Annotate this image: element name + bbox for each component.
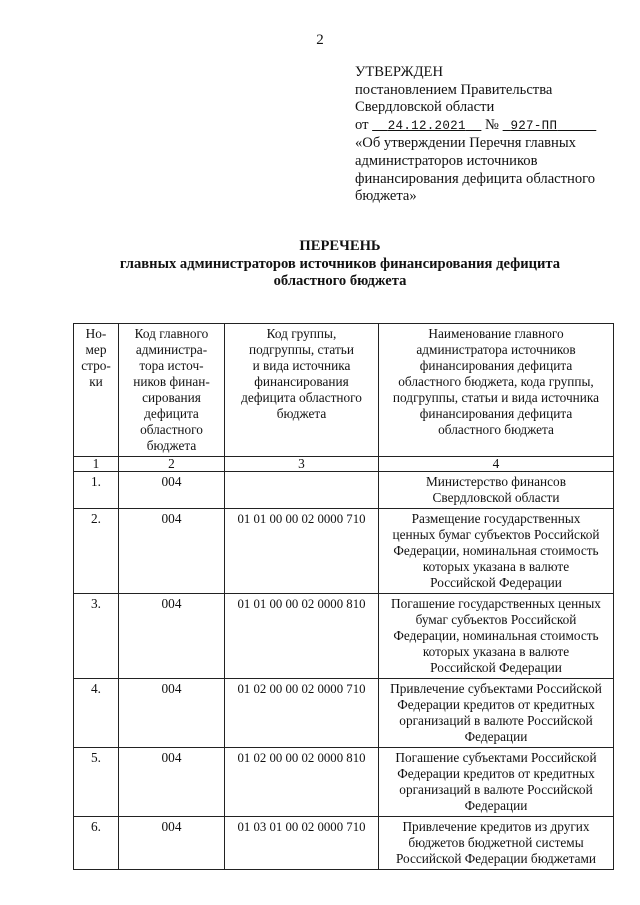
cell-line: Российской Федерации — [430, 660, 562, 675]
heading-title: ПЕРЕЧЕНЬ — [299, 238, 381, 254]
document-heading — [60, 238, 620, 291]
cell-line: сирования — [142, 390, 201, 405]
cell-line: бюджета — [276, 406, 327, 421]
cell-line: Федерации кредитов от кредитных — [397, 766, 595, 781]
row-number: 1. — [74, 472, 119, 509]
cell-line: Привлечение кредитов из других — [402, 819, 590, 834]
administrator-name — [379, 509, 614, 594]
cell-line: бюджетов бюджетной системы — [408, 835, 584, 850]
table-row — [74, 817, 614, 870]
approval-date: 24.12.2021 — [387, 118, 466, 133]
cell-line: Код группы, — [266, 326, 337, 341]
cell-line: финансирования дефицита — [419, 358, 573, 373]
table-row — [74, 594, 614, 679]
column-number: 2 — [119, 457, 225, 472]
approval-subject-line: администраторов источников — [355, 152, 538, 169]
cell-line: Привлечение субъектами Российской — [390, 681, 602, 696]
admin-code: 004 — [119, 748, 225, 817]
heading-subtitle-line: главных администраторов источников финансирования дефицита — [119, 255, 561, 272]
cell-line: Погашение государственных ценных — [391, 596, 601, 611]
date-prefix: от — [355, 116, 369, 133]
administrator-name — [379, 679, 614, 748]
cell-line: мер — [85, 342, 107, 357]
administrator-name — [379, 594, 614, 679]
approval-subject-line: бюджета» — [355, 188, 417, 205]
table-row — [74, 748, 614, 817]
cell-line: Министерство финансов — [425, 474, 566, 489]
cell-line: организаций в валюте Российской — [399, 713, 593, 728]
administrator-name — [379, 748, 614, 817]
admin-code: 004 — [119, 509, 225, 594]
table-row — [74, 472, 614, 509]
approval-stamp — [355, 64, 625, 206]
approval-line-1: постановлением Правительства — [355, 81, 553, 98]
cell-line: ников финан- — [133, 374, 210, 389]
cell-line: Федерации, номинальная стоимость — [393, 628, 599, 643]
administrator-name — [379, 472, 614, 509]
source-code: 01 01 00 00 02 0000 810 — [225, 594, 379, 679]
column-number: 3 — [225, 457, 379, 472]
cell-line: дефицита — [144, 406, 199, 421]
cell-line: бюджета — [146, 438, 197, 453]
approval-title: УТВЕРЖДЕН — [355, 64, 443, 80]
column-number: 4 — [379, 457, 614, 472]
number-sign: № — [485, 116, 499, 133]
administrators-table — [73, 323, 614, 870]
admin-code: 004 — [119, 594, 225, 679]
row-number: 3. — [74, 594, 119, 679]
cell-line: стро- — [81, 358, 111, 373]
cell-line: подгруппы, статьи и вида источника — [392, 390, 600, 405]
cell-line: которых указана в валюте — [422, 644, 570, 659]
cell-line: и вида источника — [252, 358, 351, 373]
cell-line: Федерации кредитов от кредитных — [397, 697, 595, 712]
table-row — [74, 679, 614, 748]
source-code: 01 02 00 00 02 0000 810 — [225, 748, 379, 817]
cell-line: Погашение субъектами Российской — [395, 750, 597, 765]
table-row — [74, 509, 614, 594]
cell-line: Федерации, номинальная стоимость — [393, 543, 599, 558]
header-row-number — [74, 324, 119, 457]
cell-line: администра- — [135, 342, 208, 357]
cell-line: которых указана в валюте — [422, 559, 570, 574]
approval-subject-line: «Об утверждении Перечня главных — [355, 135, 576, 152]
page-number: 2 — [316, 32, 324, 48]
header-admin-code — [119, 324, 225, 457]
admin-code: 004 — [119, 817, 225, 870]
header-source-code — [225, 324, 379, 457]
admin-code: 004 — [119, 472, 225, 509]
cell-line: бумаг субъектов Российской — [415, 612, 577, 627]
approval-number: 927-ПП — [510, 118, 558, 133]
row-number: 2. — [74, 509, 119, 594]
table-header-row — [74, 324, 614, 457]
cell-line: финансирования дефицита — [419, 406, 573, 421]
cell-line: подгруппы, статьи — [249, 342, 354, 357]
row-number: 4. — [74, 679, 119, 748]
cell-line: Свердловской области — [432, 490, 560, 505]
cell-line: дефицита областного — [241, 390, 362, 405]
row-number: 6. — [74, 817, 119, 870]
cell-line: Федерации — [464, 798, 528, 813]
cell-line: организаций в валюте Российской — [399, 782, 593, 797]
heading-subtitle-line: областного бюджета — [273, 273, 407, 290]
header-name — [379, 324, 614, 457]
cell-line: Код главного — [134, 326, 209, 341]
column-number-row — [74, 457, 614, 472]
approval-line-2: Свердловской области — [355, 99, 495, 116]
cell-line: областного бюджета, кода группы, — [398, 374, 594, 389]
cell-line: ценных бумаг субъектов Российской — [392, 527, 600, 542]
approval-subject-line: финансирования дефицита областного — [355, 170, 596, 187]
source-code: 01 03 01 00 02 0000 710 — [225, 817, 379, 870]
cell-line: финансирования — [254, 374, 349, 389]
cell-line: Наименование главного — [428, 326, 564, 341]
approval-date-line — [355, 117, 625, 136]
cell-line: Размещение государственных — [411, 511, 581, 526]
cell-line: Но- — [85, 326, 107, 341]
cell-line: тора источ- — [139, 358, 204, 373]
row-number: 5. — [74, 748, 119, 817]
cell-line: Российской Федерации — [430, 575, 562, 590]
column-number: 1 — [74, 457, 119, 472]
source-code — [225, 472, 379, 509]
cell-line: областного бюджета — [438, 422, 554, 437]
source-code: 01 01 00 00 02 0000 710 — [225, 509, 379, 594]
cell-line: Российской Федерации бюджетами — [395, 851, 597, 866]
cell-line: областного — [140, 422, 203, 437]
administrator-name — [379, 817, 614, 870]
admin-code: 004 — [119, 679, 225, 748]
cell-line: Федерации — [464, 729, 528, 744]
cell-line: администратора источников — [416, 342, 576, 357]
source-code: 01 02 00 00 02 0000 710 — [225, 679, 379, 748]
cell-line: ки — [89, 374, 103, 389]
